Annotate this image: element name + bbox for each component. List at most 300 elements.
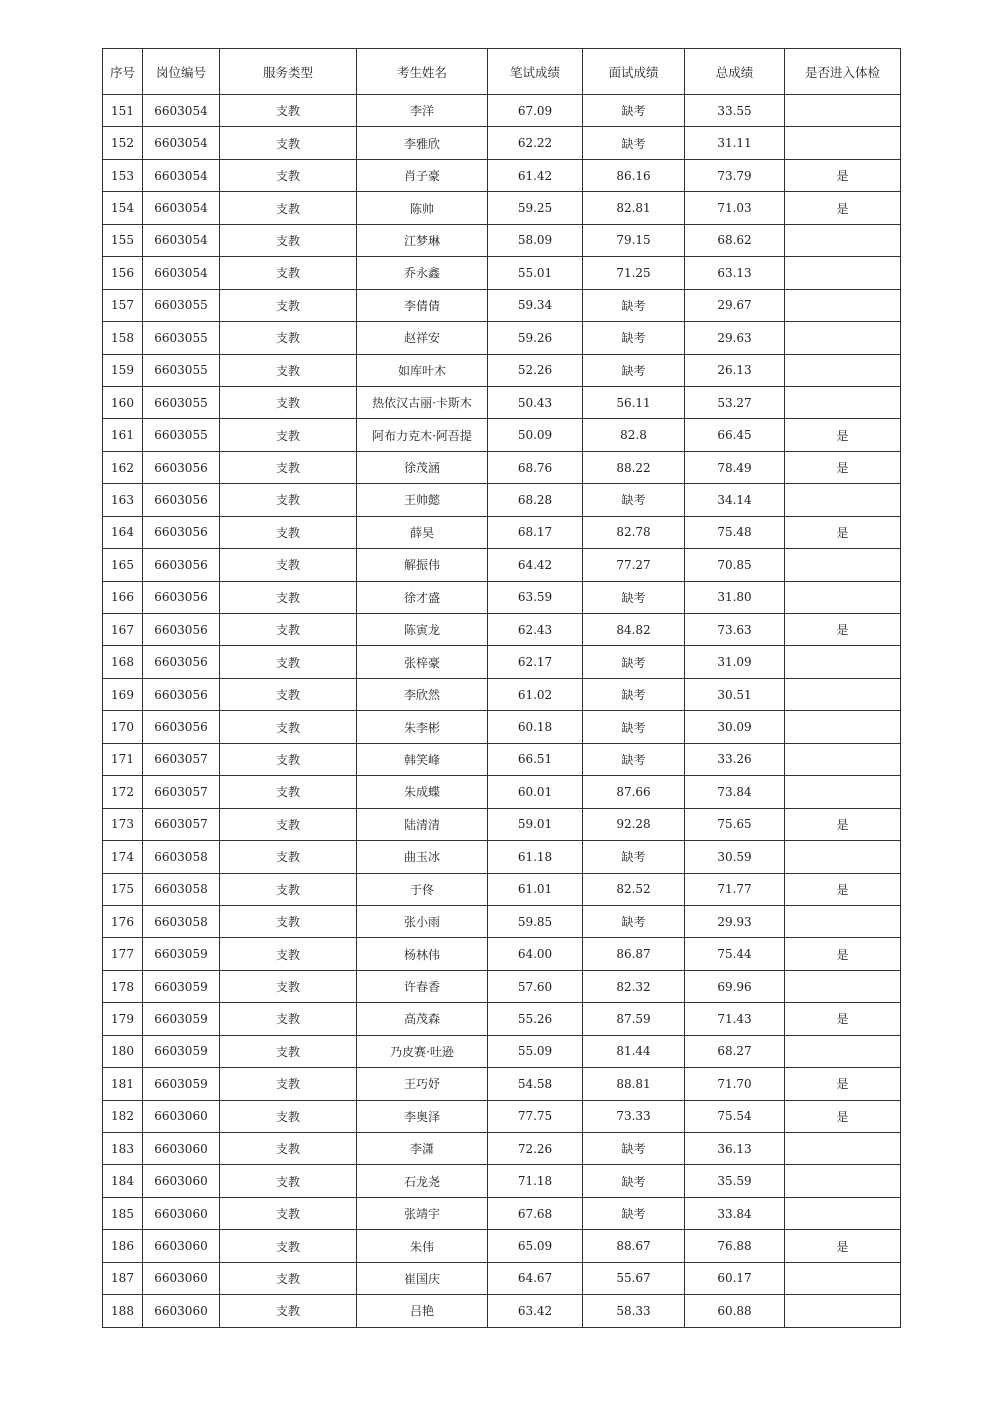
cell-index: 180 <box>103 1035 143 1067</box>
results-table <box>102 48 901 1328</box>
cell-candidate-name: 乃皮赛·吐逊 <box>357 1035 488 1067</box>
cell-written-score: 64.00 <box>488 938 583 970</box>
cell-post-code: 6603058 <box>143 841 220 873</box>
cell-interview-score: 缺考 <box>583 678 685 710</box>
cell-total-score: 33.26 <box>685 743 785 775</box>
cell-index: 165 <box>103 549 143 581</box>
cell-written-score: 62.17 <box>488 646 583 678</box>
cell-written-score: 66.51 <box>488 743 583 775</box>
cell-post-code: 6603056 <box>143 451 220 483</box>
cell-interview-score: 55.67 <box>583 1262 685 1294</box>
cell-index: 167 <box>103 614 143 646</box>
cell-index: 188 <box>103 1295 143 1327</box>
cell-service-type: 支教 <box>220 257 357 289</box>
cell-index: 152 <box>103 127 143 159</box>
table-row <box>103 711 901 743</box>
cell-interview-score: 86.16 <box>583 159 685 191</box>
cell-written-score: 55.01 <box>488 257 583 289</box>
cell-medical-exam <box>785 386 901 418</box>
cell-index: 158 <box>103 322 143 354</box>
cell-medical-exam <box>785 289 901 321</box>
table-row <box>103 289 901 321</box>
cell-candidate-name: 王巧妤 <box>357 1068 488 1100</box>
cell-candidate-name: 乔永鑫 <box>357 257 488 289</box>
cell-index: 187 <box>103 1262 143 1294</box>
cell-medical-exam: 是 <box>785 159 901 191</box>
cell-total-score: 53.27 <box>685 386 785 418</box>
cell-total-score: 34.14 <box>685 484 785 516</box>
table-row <box>103 386 901 418</box>
cell-index: 183 <box>103 1133 143 1165</box>
cell-written-score: 68.17 <box>488 516 583 548</box>
cell-total-score: 29.63 <box>685 322 785 354</box>
cell-service-type: 支教 <box>220 322 357 354</box>
cell-post-code: 6603060 <box>143 1230 220 1262</box>
table-row <box>103 224 901 256</box>
cell-medical-exam <box>785 257 901 289</box>
table-row <box>103 1035 901 1067</box>
cell-interview-score: 缺考 <box>583 354 685 386</box>
cell-total-score: 71.03 <box>685 192 785 224</box>
cell-medical-exam: 是 <box>785 808 901 840</box>
cell-total-score: 66.45 <box>685 419 785 451</box>
cell-written-score: 59.85 <box>488 905 583 937</box>
cell-medical-exam <box>785 711 901 743</box>
cell-medical-exam <box>785 678 901 710</box>
cell-service-type: 支教 <box>220 549 357 581</box>
cell-interview-score: 82.81 <box>583 192 685 224</box>
cell-index: 176 <box>103 905 143 937</box>
cell-index: 186 <box>103 1230 143 1262</box>
cell-candidate-name: 王帅懿 <box>357 484 488 516</box>
cell-post-code: 6603055 <box>143 354 220 386</box>
cell-post-code: 6603060 <box>143 1100 220 1132</box>
cell-post-code: 6603055 <box>143 386 220 418</box>
cell-candidate-name: 韩笑峰 <box>357 743 488 775</box>
cell-total-score: 26.13 <box>685 354 785 386</box>
cell-post-code: 6603057 <box>143 743 220 775</box>
cell-total-score: 76.88 <box>685 1230 785 1262</box>
cell-interview-score: 缺考 <box>583 743 685 775</box>
cell-total-score: 60.17 <box>685 1262 785 1294</box>
cell-total-score: 35.59 <box>685 1165 785 1197</box>
cell-post-code: 6603059 <box>143 1003 220 1035</box>
cell-interview-score: 缺考 <box>583 127 685 159</box>
cell-written-score: 61.42 <box>488 159 583 191</box>
cell-medical-exam <box>785 743 901 775</box>
table-row <box>103 808 901 840</box>
cell-post-code: 6603055 <box>143 289 220 321</box>
cell-index: 156 <box>103 257 143 289</box>
cell-medical-exam: 是 <box>785 192 901 224</box>
table-row <box>103 516 901 548</box>
cell-candidate-name: 朱成蝶 <box>357 776 488 808</box>
cell-service-type: 支教 <box>220 95 357 127</box>
cell-candidate-name: 张梓豪 <box>357 646 488 678</box>
cell-service-type: 支教 <box>220 678 357 710</box>
cell-written-score: 55.09 <box>488 1035 583 1067</box>
cell-interview-score: 88.81 <box>583 1068 685 1100</box>
cell-post-code: 6603054 <box>143 192 220 224</box>
cell-total-score: 63.13 <box>685 257 785 289</box>
table-row <box>103 95 901 127</box>
cell-medical-exam: 是 <box>785 1100 901 1132</box>
cell-written-score: 67.68 <box>488 1197 583 1229</box>
cell-medical-exam: 是 <box>785 1230 901 1262</box>
cell-index: 155 <box>103 224 143 256</box>
cell-index: 173 <box>103 808 143 840</box>
cell-service-type: 支教 <box>220 419 357 451</box>
cell-post-code: 6603056 <box>143 581 220 613</box>
cell-service-type: 支教 <box>220 581 357 613</box>
cell-service-type: 支教 <box>220 614 357 646</box>
cell-service-type: 支教 <box>220 1165 357 1197</box>
cell-total-score: 70.85 <box>685 549 785 581</box>
cell-service-type: 支教 <box>220 711 357 743</box>
cell-medical-exam <box>785 1165 901 1197</box>
table-row <box>103 841 901 873</box>
cell-written-score: 68.28 <box>488 484 583 516</box>
cell-candidate-name: 阿布力克木·阿吾提 <box>357 419 488 451</box>
header-total-score: 总成绩 <box>685 49 785 95</box>
cell-post-code: 6603054 <box>143 224 220 256</box>
cell-total-score: 31.09 <box>685 646 785 678</box>
cell-total-score: 75.44 <box>685 938 785 970</box>
cell-candidate-name: 李欣然 <box>357 678 488 710</box>
cell-medical-exam: 是 <box>785 451 901 483</box>
cell-written-score: 58.09 <box>488 224 583 256</box>
cell-written-score: 67.09 <box>488 95 583 127</box>
table-row <box>103 581 901 613</box>
cell-written-score: 59.25 <box>488 192 583 224</box>
cell-written-score: 63.59 <box>488 581 583 613</box>
cell-post-code: 6603058 <box>143 905 220 937</box>
cell-post-code: 6603060 <box>143 1165 220 1197</box>
cell-medical-exam <box>785 224 901 256</box>
table-row <box>103 159 901 191</box>
cell-index: 174 <box>103 841 143 873</box>
cell-interview-score: 缺考 <box>583 841 685 873</box>
cell-candidate-name: 李雅欣 <box>357 127 488 159</box>
cell-interview-score: 82.8 <box>583 419 685 451</box>
cell-total-score: 68.27 <box>685 1035 785 1067</box>
cell-medical-exam <box>785 581 901 613</box>
cell-post-code: 6603059 <box>143 1068 220 1100</box>
cell-interview-score: 缺考 <box>583 581 685 613</box>
cell-service-type: 支教 <box>220 646 357 678</box>
cell-total-score: 30.59 <box>685 841 785 873</box>
table-row <box>103 776 901 808</box>
cell-index: 162 <box>103 451 143 483</box>
cell-medical-exam: 是 <box>785 419 901 451</box>
cell-index: 170 <box>103 711 143 743</box>
cell-service-type: 支教 <box>220 1100 357 1132</box>
cell-post-code: 6603056 <box>143 516 220 548</box>
cell-candidate-name: 杨林伟 <box>357 938 488 970</box>
cell-candidate-name: 李洋 <box>357 95 488 127</box>
cell-interview-score: 缺考 <box>583 1197 685 1229</box>
cell-post-code: 6603055 <box>143 419 220 451</box>
cell-written-score: 72.26 <box>488 1133 583 1165</box>
cell-total-score: 73.79 <box>685 159 785 191</box>
cell-candidate-name: 徐才盛 <box>357 581 488 613</box>
cell-service-type: 支教 <box>220 841 357 873</box>
table-row <box>103 1230 901 1262</box>
cell-candidate-name: 李潇 <box>357 1133 488 1165</box>
cell-candidate-name: 热依汉古丽·卡斯木 <box>357 386 488 418</box>
cell-medical-exam <box>785 970 901 1002</box>
cell-service-type: 支教 <box>220 873 357 905</box>
cell-interview-score: 86.87 <box>583 938 685 970</box>
cell-written-score: 62.22 <box>488 127 583 159</box>
cell-written-score: 62.43 <box>488 614 583 646</box>
table-row <box>103 451 901 483</box>
header-written-score: 笔试成绩 <box>488 49 583 95</box>
cell-post-code: 6603059 <box>143 1035 220 1067</box>
cell-service-type: 支教 <box>220 224 357 256</box>
table-row <box>103 1295 901 1327</box>
cell-candidate-name: 吕艳 <box>357 1295 488 1327</box>
cell-candidate-name: 许春香 <box>357 970 488 1002</box>
cell-interview-score: 88.22 <box>583 451 685 483</box>
cell-total-score: 29.67 <box>685 289 785 321</box>
cell-service-type: 支教 <box>220 451 357 483</box>
header-index: 序号 <box>103 49 143 95</box>
cell-written-score: 71.18 <box>488 1165 583 1197</box>
cell-index: 153 <box>103 159 143 191</box>
cell-medical-exam: 是 <box>785 1068 901 1100</box>
cell-service-type: 支教 <box>220 1295 357 1327</box>
table-row <box>103 322 901 354</box>
cell-total-score: 33.55 <box>685 95 785 127</box>
cell-post-code: 6603056 <box>143 614 220 646</box>
table-row <box>103 938 901 970</box>
cell-total-score: 75.48 <box>685 516 785 548</box>
cell-post-code: 6603056 <box>143 711 220 743</box>
table-row <box>103 614 901 646</box>
cell-candidate-name: 如库叶木 <box>357 354 488 386</box>
cell-service-type: 支教 <box>220 776 357 808</box>
cell-written-score: 77.75 <box>488 1100 583 1132</box>
cell-candidate-name: 肖子豪 <box>357 159 488 191</box>
header-row <box>103 49 901 95</box>
cell-medical-exam <box>785 1133 901 1165</box>
cell-interview-score: 缺考 <box>583 484 685 516</box>
cell-written-score: 59.26 <box>488 322 583 354</box>
cell-index: 177 <box>103 938 143 970</box>
cell-index: 175 <box>103 873 143 905</box>
header-candidate-name: 考生姓名 <box>357 49 488 95</box>
table-row <box>103 873 901 905</box>
cell-medical-exam <box>785 1197 901 1229</box>
table-row <box>103 127 901 159</box>
cell-medical-exam: 是 <box>785 938 901 970</box>
cell-service-type: 支教 <box>220 938 357 970</box>
cell-interview-score: 58.33 <box>583 1295 685 1327</box>
cell-candidate-name: 张靖宇 <box>357 1197 488 1229</box>
cell-post-code: 6603060 <box>143 1197 220 1229</box>
cell-index: 154 <box>103 192 143 224</box>
cell-post-code: 6603054 <box>143 257 220 289</box>
cell-total-score: 73.84 <box>685 776 785 808</box>
cell-index: 184 <box>103 1165 143 1197</box>
cell-post-code: 6603059 <box>143 938 220 970</box>
cell-candidate-name: 赵祥安 <box>357 322 488 354</box>
cell-index: 161 <box>103 419 143 451</box>
cell-index: 179 <box>103 1003 143 1035</box>
cell-total-score: 75.65 <box>685 808 785 840</box>
cell-candidate-name: 江梦琳 <box>357 224 488 256</box>
cell-written-score: 64.67 <box>488 1262 583 1294</box>
cell-index: 185 <box>103 1197 143 1229</box>
cell-service-type: 支教 <box>220 386 357 418</box>
cell-service-type: 支教 <box>220 1262 357 1294</box>
cell-total-score: 29.93 <box>685 905 785 937</box>
cell-interview-score: 87.66 <box>583 776 685 808</box>
cell-service-type: 支教 <box>220 905 357 937</box>
cell-post-code: 6603058 <box>143 873 220 905</box>
cell-service-type: 支教 <box>220 1068 357 1100</box>
table-row <box>103 1068 901 1100</box>
cell-candidate-name: 曲玉冰 <box>357 841 488 873</box>
cell-interview-score: 缺考 <box>583 1165 685 1197</box>
cell-service-type: 支教 <box>220 1133 357 1165</box>
cell-written-score: 57.60 <box>488 970 583 1002</box>
cell-interview-score: 缺考 <box>583 646 685 678</box>
cell-service-type: 支教 <box>220 743 357 775</box>
cell-post-code: 6603055 <box>143 322 220 354</box>
cell-candidate-name: 于佟 <box>357 873 488 905</box>
cell-candidate-name: 石龙尧 <box>357 1165 488 1197</box>
table-row <box>103 1133 901 1165</box>
cell-interview-score: 92.28 <box>583 808 685 840</box>
cell-candidate-name: 陆清清 <box>357 808 488 840</box>
cell-post-code: 6603054 <box>143 127 220 159</box>
cell-interview-score: 缺考 <box>583 905 685 937</box>
cell-medical-exam <box>785 1262 901 1294</box>
table-row <box>103 549 901 581</box>
cell-candidate-name: 薛昊 <box>357 516 488 548</box>
cell-medical-exam <box>785 484 901 516</box>
cell-post-code: 6603056 <box>143 646 220 678</box>
table-row <box>103 257 901 289</box>
cell-index: 168 <box>103 646 143 678</box>
cell-index: 159 <box>103 354 143 386</box>
table-row <box>103 1262 901 1294</box>
cell-post-code: 6603057 <box>143 776 220 808</box>
cell-index: 160 <box>103 386 143 418</box>
table-row <box>103 1165 901 1197</box>
cell-interview-score: 84.82 <box>583 614 685 646</box>
cell-written-score: 65.09 <box>488 1230 583 1262</box>
cell-total-score: 73.63 <box>685 614 785 646</box>
cell-written-score: 60.18 <box>488 711 583 743</box>
cell-medical-exam <box>785 841 901 873</box>
cell-total-score: 30.09 <box>685 711 785 743</box>
table-row <box>103 905 901 937</box>
cell-written-score: 59.34 <box>488 289 583 321</box>
cell-medical-exam <box>785 646 901 678</box>
cell-interview-score: 71.25 <box>583 257 685 289</box>
cell-index: 182 <box>103 1100 143 1132</box>
cell-total-score: 31.11 <box>685 127 785 159</box>
cell-service-type: 支教 <box>220 289 357 321</box>
cell-total-score: 71.70 <box>685 1068 785 1100</box>
cell-candidate-name: 张小雨 <box>357 905 488 937</box>
cell-service-type: 支教 <box>220 1197 357 1229</box>
cell-service-type: 支教 <box>220 127 357 159</box>
cell-service-type: 支教 <box>220 192 357 224</box>
cell-written-score: 54.58 <box>488 1068 583 1100</box>
cell-medical-exam <box>785 1035 901 1067</box>
cell-total-score: 30.51 <box>685 678 785 710</box>
cell-medical-exam <box>785 1295 901 1327</box>
cell-interview-score: 77.27 <box>583 549 685 581</box>
cell-post-code: 6603056 <box>143 549 220 581</box>
table-row <box>103 1003 901 1035</box>
table-body <box>103 95 901 1328</box>
header-interview-score: 面试成绩 <box>583 49 685 95</box>
cell-medical-exam: 是 <box>785 873 901 905</box>
cell-interview-score: 73.33 <box>583 1100 685 1132</box>
cell-medical-exam <box>785 354 901 386</box>
cell-service-type: 支教 <box>220 354 357 386</box>
header-medical-exam: 是否进入体检 <box>785 49 901 95</box>
cell-total-score: 36.13 <box>685 1133 785 1165</box>
table-row <box>103 354 901 386</box>
cell-candidate-name: 朱李彬 <box>357 711 488 743</box>
cell-service-type: 支教 <box>220 808 357 840</box>
cell-interview-score: 缺考 <box>583 711 685 743</box>
cell-interview-score: 79.15 <box>583 224 685 256</box>
cell-post-code: 6603056 <box>143 678 220 710</box>
table-row <box>103 1100 901 1132</box>
cell-total-score: 60.88 <box>685 1295 785 1327</box>
cell-written-score: 55.26 <box>488 1003 583 1035</box>
cell-index: 178 <box>103 970 143 1002</box>
table-row <box>103 419 901 451</box>
cell-index: 172 <box>103 776 143 808</box>
cell-index: 151 <box>103 95 143 127</box>
cell-post-code: 6603059 <box>143 970 220 1002</box>
cell-service-type: 支教 <box>220 516 357 548</box>
table-row <box>103 970 901 1002</box>
cell-candidate-name: 陈寅龙 <box>357 614 488 646</box>
cell-total-score: 78.49 <box>685 451 785 483</box>
cell-interview-score: 87.59 <box>583 1003 685 1035</box>
cell-service-type: 支教 <box>220 159 357 191</box>
cell-post-code: 6603060 <box>143 1295 220 1327</box>
cell-written-score: 50.09 <box>488 419 583 451</box>
cell-medical-exam <box>785 95 901 127</box>
cell-interview-score: 缺考 <box>583 322 685 354</box>
cell-interview-score: 82.52 <box>583 873 685 905</box>
cell-total-score: 71.43 <box>685 1003 785 1035</box>
cell-interview-score: 81.44 <box>583 1035 685 1067</box>
cell-candidate-name: 陈帅 <box>357 192 488 224</box>
cell-interview-score: 缺考 <box>583 95 685 127</box>
cell-written-score: 68.76 <box>488 451 583 483</box>
cell-interview-score: 缺考 <box>583 1133 685 1165</box>
cell-post-code: 6603057 <box>143 808 220 840</box>
cell-candidate-name: 解振伟 <box>357 549 488 581</box>
cell-index: 163 <box>103 484 143 516</box>
cell-medical-exam <box>785 127 901 159</box>
cell-index: 171 <box>103 743 143 775</box>
table-row <box>103 678 901 710</box>
cell-medical-exam: 是 <box>785 614 901 646</box>
cell-interview-score: 82.32 <box>583 970 685 1002</box>
